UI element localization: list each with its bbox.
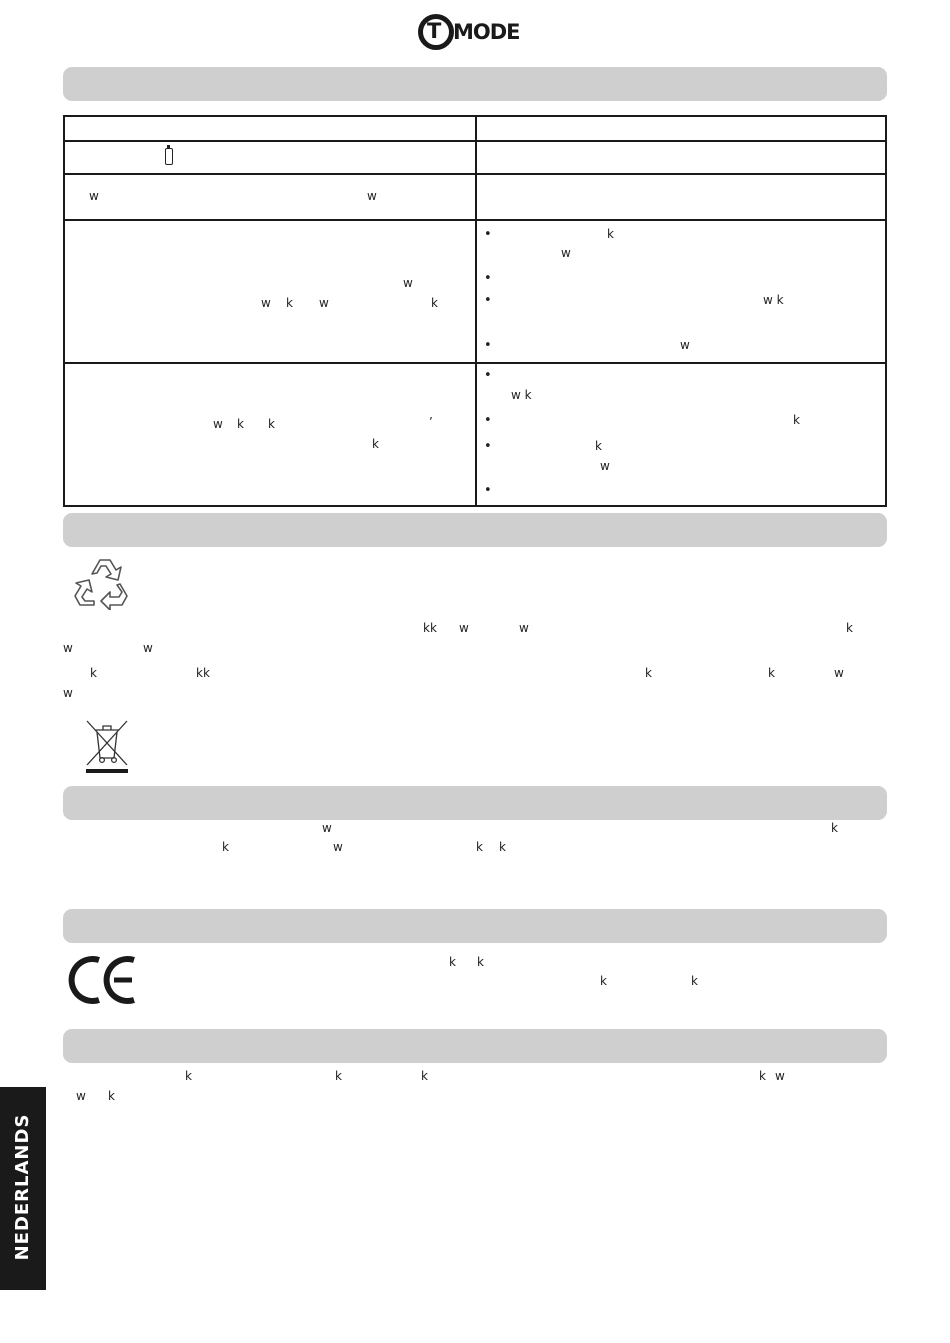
table-cell bbox=[64, 363, 476, 506]
table-cell bbox=[64, 141, 476, 174]
body-text: k bbox=[600, 974, 607, 988]
body-text: k bbox=[831, 821, 838, 835]
table-cell bbox=[64, 220, 476, 363]
section-header-bar-5 bbox=[63, 1029, 887, 1063]
bullet: • bbox=[484, 483, 492, 498]
body-text: w bbox=[519, 621, 529, 635]
table-cell bbox=[476, 220, 886, 363]
body-text: k bbox=[449, 955, 456, 969]
table-text: w k bbox=[511, 388, 532, 402]
troubleshooting-table bbox=[63, 115, 887, 507]
table-text: w bbox=[261, 296, 271, 310]
bullet: • bbox=[484, 413, 492, 428]
bullet: • bbox=[484, 368, 492, 383]
table-cell bbox=[64, 174, 476, 220]
section-header-bar-environment bbox=[63, 513, 887, 547]
table-text: w bbox=[213, 417, 223, 431]
body-text: w bbox=[775, 1069, 785, 1083]
body-text: k bbox=[335, 1069, 342, 1083]
bullet: • bbox=[484, 439, 492, 454]
table-text: k bbox=[607, 227, 614, 241]
table-text: k bbox=[286, 296, 293, 310]
body-text: w bbox=[143, 641, 153, 655]
body-text: k bbox=[477, 955, 484, 969]
table-text: k bbox=[431, 296, 438, 310]
body-text: k bbox=[645, 666, 652, 680]
body-text: k bbox=[691, 974, 698, 988]
bullet: • bbox=[484, 338, 492, 353]
body-text: k bbox=[759, 1069, 766, 1083]
table-cell bbox=[476, 174, 886, 220]
bullet: • bbox=[484, 271, 492, 286]
body-text: k bbox=[108, 1089, 115, 1103]
logo-letter-t: T bbox=[427, 19, 442, 43]
section-header-bar-3 bbox=[63, 786, 887, 820]
body-text: w bbox=[63, 641, 73, 655]
bullet: • bbox=[484, 293, 492, 308]
table-header-cell-problem bbox=[64, 116, 476, 141]
body-text: w bbox=[76, 1089, 86, 1103]
table-header-row bbox=[64, 116, 886, 141]
crossed-out-bin-icon bbox=[84, 718, 130, 774]
table-text: w k bbox=[763, 293, 784, 307]
table-row bbox=[64, 220, 886, 363]
table-text: k bbox=[237, 417, 244, 431]
table-text: w bbox=[403, 276, 413, 290]
recycle-icon bbox=[70, 552, 134, 610]
table-text: k bbox=[268, 417, 275, 431]
table-cell bbox=[476, 363, 886, 506]
body-text: k bbox=[222, 840, 229, 854]
body-text: kk bbox=[196, 666, 210, 680]
section-header-bar-troubleshooting bbox=[63, 67, 887, 101]
body-text: w bbox=[834, 666, 844, 680]
table-text: k bbox=[372, 437, 379, 451]
table-text: w bbox=[600, 459, 610, 473]
table-cell bbox=[476, 141, 886, 174]
section-header-bar-ce bbox=[63, 909, 887, 943]
body-text: k bbox=[185, 1069, 192, 1083]
table-text: w bbox=[89, 189, 99, 203]
table-row bbox=[64, 363, 886, 506]
tmode-logo bbox=[418, 12, 533, 58]
body-text: w bbox=[63, 686, 73, 700]
body-text: k bbox=[768, 666, 775, 680]
table-text: k bbox=[793, 413, 800, 427]
table-text: w bbox=[319, 296, 329, 310]
table-text: w bbox=[680, 338, 690, 352]
body-text: k bbox=[499, 840, 506, 854]
table-text: w bbox=[367, 189, 377, 203]
table-header-cell-solution bbox=[476, 116, 886, 141]
body-text: kk bbox=[423, 621, 437, 635]
language-label: NEDERLANDS bbox=[12, 1113, 33, 1261]
language-side-tab bbox=[0, 1087, 46, 1290]
table-text: k bbox=[595, 439, 602, 453]
body-text: w bbox=[459, 621, 469, 635]
body-text: k bbox=[476, 840, 483, 854]
ce-mark-icon bbox=[68, 954, 138, 1006]
table-text: ’ bbox=[429, 415, 433, 429]
table-row bbox=[64, 141, 886, 174]
body-text: k bbox=[421, 1069, 428, 1083]
body-text: w bbox=[333, 840, 343, 854]
table-row bbox=[64, 174, 886, 220]
logo-wordmark: MODE bbox=[453, 20, 520, 44]
body-text: k bbox=[846, 621, 853, 635]
bullet: • bbox=[484, 227, 492, 242]
battery-icon bbox=[165, 148, 173, 165]
body-text: w bbox=[322, 821, 332, 835]
body-text: k bbox=[90, 666, 97, 680]
table-text: w bbox=[561, 246, 571, 260]
